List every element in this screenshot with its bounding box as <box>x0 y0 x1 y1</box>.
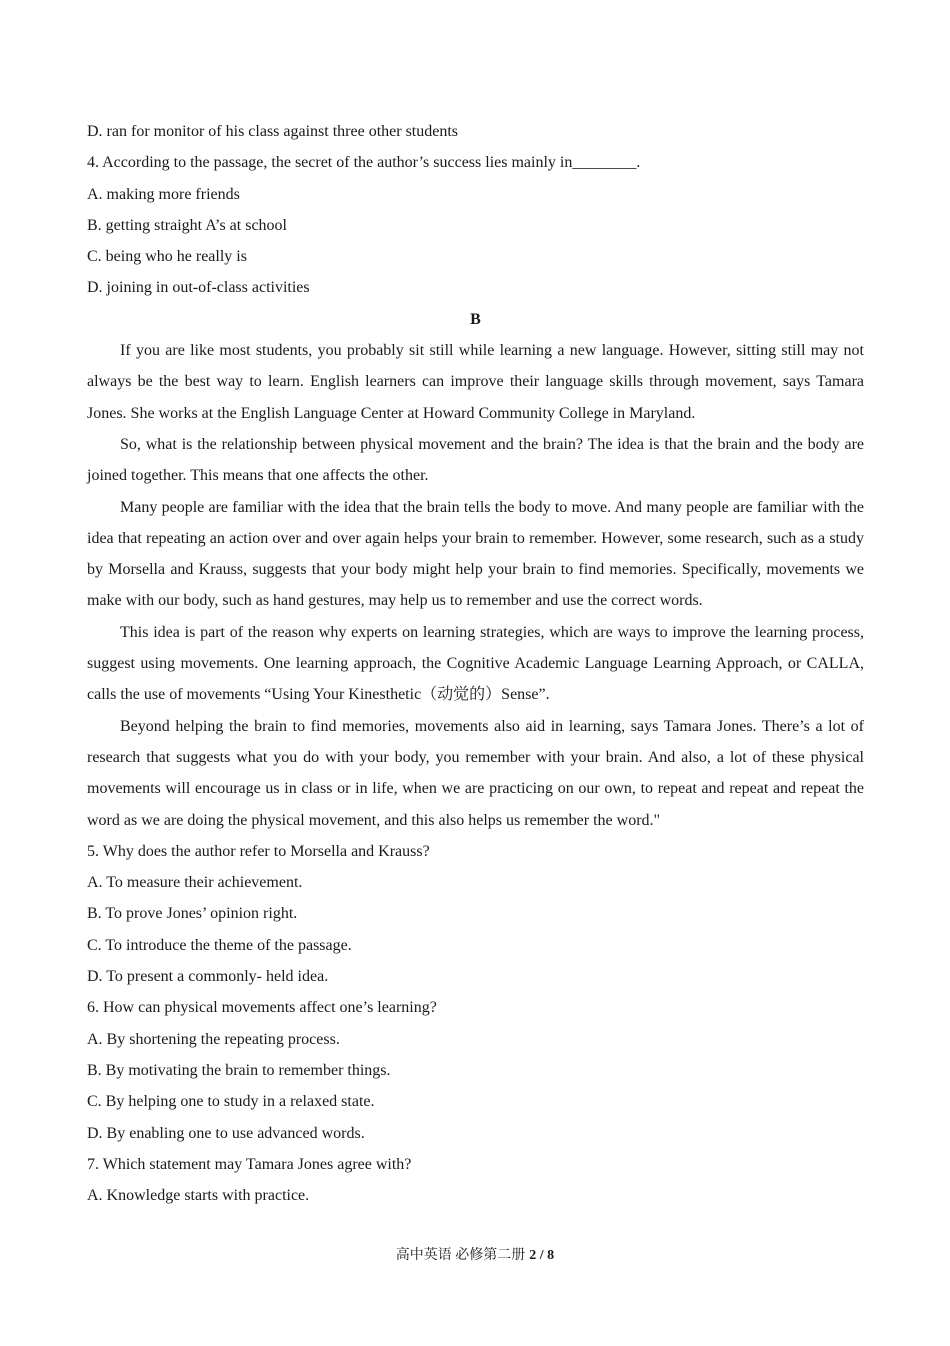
option-c-q4: C. being who he really is <box>87 248 247 266</box>
question-4: 4. According to the passage, the secret of the author’s success lies mainly in________. <box>87 154 641 172</box>
option-c-q6: C. By helping one to study in a relaxed state. <box>87 1093 375 1111</box>
option-d-q3: D. ran for monitor of his class against three other students <box>87 123 459 140</box>
page-footer <box>0 1246 950 1266</box>
page-content <box>87 116 864 1211</box>
passage-paragraph: Many people are familiar with the idea that the brain tells the body to move. And many people are familiar with the idea that repeating an action over and over again helps your brain to remember. However, some research, such as a study by Morsella and Krauss, suggests that your body might help your brain to find memories. Specifically, movements we make with our body, such as hand gestures, may help us to remember and use the correct words. <box>87 498 864 610</box>
option-a-q4: A. making more friends <box>87 185 240 203</box>
option-d-q4: D. joining in out-of-class activities <box>87 279 310 297</box>
passage-paragraph: So, what is the relationship between physical movement and the brain? The idea is that the brain and the body are joined together. This means that one affects the other. <box>87 435 864 485</box>
option-b-q6: B. By motivating the brain to remember things. <box>87 1061 391 1079</box>
section-title: B <box>470 310 481 328</box>
page-number: 2 / 8 <box>529 1248 555 1263</box>
option-b-q5: B. To prove Jones’ opinion right. <box>87 905 298 923</box>
question-6: 6. How can physical movements affect one’s learning? <box>87 999 437 1017</box>
question-5: 5. Why does the author refer to Morsella and Krauss? <box>87 842 430 860</box>
option-d-q5: D. To present a commonly- held idea. <box>87 968 329 986</box>
passage-paragraph: Beyond helping the brain to find memories, movements also aid in learning, says Tamara Jones. There’s a lot of research that suggests what you do with your body, you remember with your brain. And also, a lot of these physical movements will encourage us in class or in life, when we are practicing on our own, to repeat and repeat and repeat the word as we are doing the physical movement, and this also helps us remember the word." <box>87 717 864 829</box>
passage-paragraph: If you are like most students, you probably sit still while learning a new language. However, sitting still may not always be the best way to learn. English learners can improve their language skills through movement, says Tamara Jones. She works at the English Language Center at Howard Community College in Maryland. <box>87 342 864 422</box>
option-a-q6: A. By shortening the repeating process. <box>87 1030 340 1048</box>
option-c-q5: C. To introduce the theme of the passage. <box>87 936 352 954</box>
option-d-q6: D. By enabling one to use advanced words. <box>87 1124 365 1142</box>
passage-paragraph: This idea is part of the reason why experts on learning strategies, which are ways to improve the learning process, suggest using movements. One learning approach, the Cognitive Academic Language Learning Approach, or CALLA, calls the use of movements “Using Your Kinesthetic（动觉的）Sense”. <box>87 623 864 704</box>
footer-text: 高中英语 必修第二册 <box>395 1248 526 1263</box>
question-7: 7. Which statement may Tamara Jones agree with? <box>87 1155 412 1173</box>
option-a-q7: A. Knowledge starts with practice. <box>87 1187 310 1205</box>
option-b-q4: B. getting straight A’s at school <box>87 216 287 234</box>
option-a-q5: A. To measure their achievement. <box>87 874 303 892</box>
